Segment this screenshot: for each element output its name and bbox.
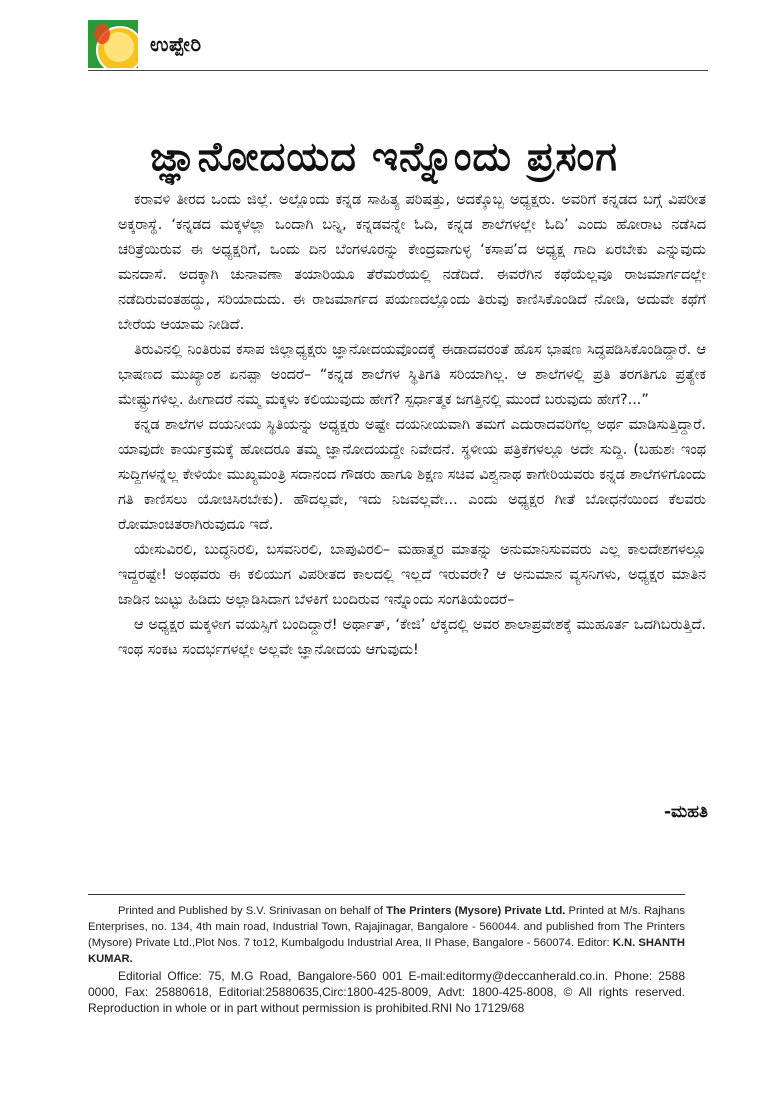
footer-divider xyxy=(88,894,685,895)
section-name: ಉಪ್ಪೇರಿ xyxy=(150,32,202,56)
publisher-name: The Printers (Mysore) Private Ltd. xyxy=(386,905,566,917)
fruit-logo xyxy=(88,20,138,68)
author-signature: -ಮಹತಿ xyxy=(663,802,708,822)
editorial-office: Editorial Office: 75, M.G Road, Bangalore-560 001 E-mail:editormy@deccanherald.co.in. Phone: 2588 0000, Fax: 25880618, Editorial:25880635,Circ:1800-425-8009, Advt: 1800-425-8008, © All rights reserved. Reproduction in whole or in part without permission is prohibited.RNI No 17129/68 xyxy=(88,969,685,1015)
editor-name: K.N. SHANTH KUMAR. xyxy=(88,937,685,965)
chili-icon xyxy=(94,24,110,44)
article-paragraph: ಕರಾವಳಿ ತೀರದ ಒಂದು ಜಿಲ್ಲೆ. ಅಲ್ಲೊಂದು ಕನ್ನಡ ಸಾಹಿತ್ಯ ಪರಿಷತ್ತು, ಅದಕ್ಕೊಬ್ಬ ಅಧ್ಯಕ್ಷರು. ಅವರಿಗೆ ಕನ್ನಡದ ಬಗ್ಗೆ ವಿಪರೀತ ಅಕ್ಕರಾಸ್ಥೆ. ‘ಕನ್ನಡದ ಮಕ್ಕಳೆಲ್ಲಾ ಒಂದಾಗಿ ಬನ್ನಿ, ಕನ್ನಡವನ್ನೇ ಓದಿ, ಕನ್ನಡ ಶಾಲೆಗಳಲ್ಲೇ ಓದಿ’ ಎಂದು ಹೋರಾಟ ನಡೆಸಿದ ಚರಿತ್ರೆಯಿರುವ ಈ ಅಧ್ಯಕ್ಷರಿಗೆ, ಒಂದು ದಿನ ಬೆಂಗಳೂರನ್ನು ಕೇಂದ್ರವಾಗುಳ್ಳ ‘ಕಸಾಪ’ದ ಅಧ್ಯಕ್ಷ ಗಾದಿ ಏರಬೇಕು ಎನ್ನುವುದು ಮನದಾಸೆ. ಅದಕ್ಕಾಗಿ ಚುನಾವಣಾ ತಯಾರಿಯೂ ತೆರೆಮರೆಯಲ್ಲಿ ನಡೆದಿದೆ. ಈವರೆಗಿನ ಕಥೆಯೆಲ್ಲವೂ ರಾಜಮಾರ್ಗದಲ್ಲೇ ನಡೆದಿರುವಂತಹದ್ದು, ಸರಿಯಾದುದು. ಈ ರಾಜಮಾರ್ಗದ ಪಯಣದಲ್ಲೊಂದು ತಿರುವು ಕಾಣಿಸಿಕೊಂಡಿದೆ ನೋಡಿ, ಅದುವೇ ಕಥೆಗೆ ಬೇರೆಯ ಆಯಾಮ ನೀಡಿದೆ. xyxy=(118,192,706,333)
imprint-text: Printed and Published by S.V. Srinivasan on behalf of xyxy=(118,905,387,917)
imprint-printed-by xyxy=(88,903,685,967)
article-paragraph: ಯೇಸುವಿರಲಿ, ಬುದ್ಧನಿರಲಿ, ಬಸವನಿರಲಿ, ಬಾಪುವಿರಲಿ– ಮಹಾತ್ಮರ ಮಾತನ್ನು ಅನುಮಾನಿಸುವವರು ಎಲ್ಲ ಕಾಲದೇಶಗಳಲ್ಲೂ ಇದ್ದರಷ್ಟೇ! ಅಂಥವರು ಈ ಕಲಿಯುಗ ವಿಪರೀತದ ಕಾಲದಲ್ಲಿ ಇಲ್ಲದೆ ಇರುವರೇ? ಆ ಅನುಮಾನ ವ್ಯಸನಿಗಳು, ಅಧ್ಯಕ್ಷರ ಮಾತಿನ ಜಾಡಿನ ಜುಟ್ಟು ಹಿಡಿದು ಅಲ್ಲಾಡಿಸಿದಾಗ ಬೆಳಕಿಗೆ ಬಂದಿರುವ ಇನ್ನೊಂದು ಸಂಗತಿಯೆಂದರೆ– xyxy=(118,542,706,608)
article-paragraph: ಆ ಅಧ್ಯಕ್ಷರ ಮಕ್ಕಳೀಗ ವಯಸ್ಸಿಗೆ ಬಂದಿದ್ದಾರೆ! ಅರ್ಥಾತ್, ‘ಕೇಜಿ’ ಲೆಕ್ಕದಲ್ಲಿ ಅವರ ಶಾಲಾಪ್ರವೇಶಕ್ಕೆ ಮುಹೂರ್ತ ಒದಗಿಬರುತ್ತಿದೆ. ಇಂಥ ಸಂಕಟ ಸಂದರ್ಭಗಳಲ್ಲೇ ಅಲ್ಲವೇ ಜ್ಞಾನೋದಯ ಆಗುವುದು! xyxy=(118,617,706,658)
page-header xyxy=(88,18,708,71)
imprint-footer xyxy=(88,903,685,1016)
article-body xyxy=(118,188,706,663)
article-paragraph: ತಿರುವಿನಲ್ಲಿ ನಿಂತಿರುವ ಕಸಾಪ ಜಿಲ್ಲಾಧ್ಯಕ್ಷರು ಜ್ಞಾನೋದಯವೊಂದಕ್ಕೆ ಈಡಾದವರಂತೆ ಹೊಸ ಭಾಷಣ ಸಿದ್ಧಪಡಿಸಿಕೊಂಡಿದ್ದಾರೆ. ಆ ಭಾಷಣದ ಮುಖ್ಯಾಂಶ ಏನಪ್ಪಾ ಅಂದರೆ– “ಕನ್ನಡ ಶಾಲೆಗಳ ಸ್ಥಿತಿಗತಿ ಸರಿಯಾಗಿಲ್ಲ. ಆ ಶಾಲೆಗಳಲ್ಲಿ ಪ್ರತಿ ತರಗತಿಗೂ ಪ್ರತ್ಯೇಕ ಮೇಷ್ಟ್ರುಗಳಿಲ್ಲ. ಹೀಗಾದರೆ ನಮ್ಮ ಮಕ್ಕಳು ಕಲಿಯುವುದು ಹೇಗೆ? ಸ್ಪರ್ಧಾತ್ಮಕ ಜಗತ್ತಿನಲ್ಲಿ ಮುಂದೆ ಬರುವುದು ಹೇಗೆ?...” xyxy=(118,342,706,408)
article-title: ಜ್ಞಾನೋದಯದ ಇನ್ನೊಂದು ಪ್ರಸಂಗ xyxy=(150,134,618,180)
imprint-text: Printed at M/s. Rajhans Enterprises, no. 134, 4th main road, Industrial Town, Rajajinagar, Bangalore - 560044. and published from The Printers (Mysore) Private Ltd.,Plot Nos. 7 to12, Kumbalgodu Industrial Area, II Phase, Bangalore - 560074. Editor: xyxy=(88,905,685,949)
article-paragraph: ಕನ್ನಡ ಶಾಲೆಗಳ ದಯನೀಯ ಸ್ಥಿತಿಯನ್ನು ಅಧ್ಯಕ್ಷರು ಅಷ್ಟೇ ದಯನೀಯವಾಗಿ ತಮಗೆ ಎದುರಾದವರಿಗೆಲ್ಲ ಅರ್ಥ ಮಾಡಿಸುತ್ತಿದ್ದಾರೆ. ಯಾವುದೇ ಕಾರ್ಯಕ್ರಮಕ್ಕೆ ಹೋದರೂ ತಮ್ಮ ಜ್ಞಾನೋದಯದ್ದೇ ನಿವೇದನೆ. ಸ್ಥಳೀಯ ಪತ್ರಿಕೆಗಳಲ್ಲೂ ಅದೇ ಸುದ್ದಿ. (ಬಹುಶಃ ಇಂಥ ಸುದ್ದಿಗಳನ್ನೆಲ್ಲ ಕೇಳಿಯೇ ಮುಖ್ಯಮಂತ್ರಿ ಸದಾನಂದ ಗೌಡರು ಹಾಗೂ ಶಿಕ್ಷಣ ಸಚಿವ ವಿಶ್ವನಾಥ ಕಾಗೇರಿಯವರು ಕನ್ನಡ ಶಾಲೆಗಳಿಗೊಂದು ಗತಿ ಕಾಣಿಸಲು ಯೋಚಿಸಿರಬೇಕು). ಹೌದಲ್ಲವೇ, ಇದು ನಿಜವಲ್ಲವೇ... ಎಂದು ಅಧ್ಯಕ್ಷರ ಗೀತೆ ಬೋಧನೆಯಿಂದ ಕೆಲವರು ರೋಮಾಂಚಿತರಾಗಿರುವುದೂ ಇದೆ. xyxy=(118,417,706,533)
